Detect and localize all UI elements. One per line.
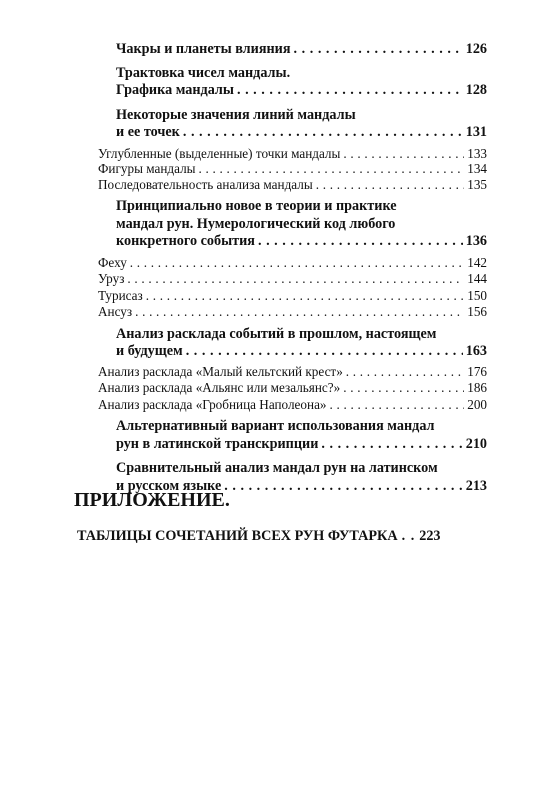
toc-entry-last-line	[98, 161, 487, 177]
toc-entry	[98, 380, 490, 396]
toc-entry-title: Фигуры мандалы	[98, 161, 196, 176]
toc-entry	[98, 41, 490, 59]
toc-entry-title: Углубленные (выделенные) точки мандалы	[98, 145, 341, 161]
toc-entry	[98, 198, 490, 251]
toc-entry-title: ТАБЛИЦЫ СОЧЕТАНИЙ ВСЕХ РУН ФУТАРКА	[77, 528, 398, 544]
toc-entry-page: 134	[467, 161, 487, 176]
toc-leader-dots	[186, 343, 463, 361]
toc-entry-title: Чакры и планеты влияния	[116, 41, 291, 57]
toc-entry	[98, 271, 490, 287]
toc-entry-title-line: Некоторые значения линий мандалы	[116, 106, 356, 123]
toc-leader-dots	[294, 41, 463, 59]
toc-leader-dots	[330, 397, 465, 413]
toc-leader-dots	[321, 436, 462, 454]
toc-entry-page: 128	[465, 82, 487, 98]
toc-entry-last-line	[116, 343, 487, 361]
toc-entry-title-line: Принципиально новое в теории и практике	[116, 198, 397, 214]
toc-entry	[98, 418, 490, 453]
toc-entry-last-line	[98, 304, 487, 320]
toc-leader-dots	[224, 478, 462, 496]
table-of-contents	[98, 41, 490, 495]
appendix-heading: ПРИЛОЖЕНИЕ.	[74, 489, 230, 511]
toc-entry-title: конкретного события	[116, 233, 255, 249]
toc-leader-dots	[237, 82, 463, 100]
toc-leader-dots: . .	[401, 528, 416, 544]
toc-entry-page: 136	[465, 233, 487, 249]
toc-entry-title-line: мандал рун. Нумерологический код любого	[116, 215, 396, 232]
toc-entry-page: 131	[465, 124, 487, 140]
toc-entry-page: 186	[467, 380, 487, 395]
toc-entry-title: Анализ расклада «Гробница Наполеона»	[98, 396, 327, 412]
toc-entry	[98, 65, 490, 100]
toc-leader-dots	[199, 161, 465, 177]
toc-leader-dots	[346, 364, 464, 380]
toc-entry-last-line	[98, 288, 487, 304]
toc-entry-title: Графика мандалы	[116, 82, 234, 98]
toc-entry-title: Анализ расклада «Альянс или мезальянс?»	[98, 380, 341, 395]
toc-entry-last-line	[116, 41, 487, 59]
toc-entry-title: Уруз	[98, 271, 125, 286]
toc-entry-page: 163	[465, 343, 487, 359]
toc-entry-page: 144	[467, 271, 487, 286]
toc-entry-title: Последовательность анализа мандалы	[98, 176, 313, 192]
toc-entry-page: 156	[467, 304, 487, 319]
toc-entry-title-line: Анализ расклада событий в прошлом, настоящем	[116, 325, 437, 342]
toc-entry	[98, 161, 490, 177]
toc-entry-last-line	[98, 397, 487, 413]
toc-leader-dots	[130, 255, 464, 271]
toc-entry-title: рун в латинской транскрипции	[116, 435, 319, 452]
toc-entry	[98, 177, 490, 193]
toc-entry-title: Феху	[98, 254, 127, 270]
toc-entry-title: и будущем	[116, 343, 183, 359]
toc-entry-page: 200	[467, 396, 487, 412]
toc-leader-dots	[183, 124, 463, 142]
toc-entry-last-line	[116, 233, 487, 251]
toc-entry-last-line	[98, 364, 487, 380]
toc-entry-last-line	[98, 271, 487, 287]
toc-entry-title-line: Сравнительный анализ мандал рун на латинском	[116, 460, 438, 476]
toc-entry-title-line: Альтернативный вариант использования мандал	[116, 418, 435, 434]
toc-entry	[98, 288, 490, 304]
toc-entry	[98, 146, 490, 162]
toc-entry-page: 213	[465, 477, 487, 494]
toc-leader-dots	[258, 233, 463, 251]
toc-entry	[98, 304, 490, 320]
toc-entry-appendix-tables	[77, 527, 490, 545]
toc-entry	[98, 364, 490, 380]
toc-entry	[98, 397, 490, 413]
toc-entry-title: и ее точек	[116, 124, 180, 140]
toc-entry	[98, 107, 490, 142]
toc-entry-page: 133	[467, 145, 487, 161]
toc-entry-title: Ансуз	[98, 304, 133, 319]
toc-entry-title: Турисаз	[98, 287, 143, 303]
toc-entry-title-line: Трактовка чисел мандалы.	[116, 64, 291, 81]
toc-entry	[98, 255, 490, 271]
toc-leader-dots	[146, 288, 464, 304]
toc-entry-title: и русском языке	[116, 477, 222, 494]
toc-leader-dots	[343, 146, 464, 162]
toc-entry-last-line	[98, 380, 487, 396]
toc-leader-dots	[135, 304, 464, 320]
toc-entry-last-line	[116, 124, 487, 142]
toc-entry-last-line	[98, 146, 487, 162]
toc-entry	[98, 326, 490, 361]
toc-entry-page: 126	[465, 41, 487, 57]
toc-entry-last-line	[98, 255, 487, 271]
toc-entry-page: 150	[467, 287, 487, 303]
toc-entry-page: 142	[467, 254, 487, 270]
toc-leader-dots	[316, 177, 465, 193]
toc-leader-dots	[343, 380, 464, 396]
toc-entry-page: 210	[465, 435, 487, 452]
toc-leader-dots	[127, 271, 464, 287]
toc-entry-last-line	[116, 436, 487, 454]
toc-entry-page: 223	[419, 528, 441, 544]
toc-entry-last-line	[116, 82, 487, 100]
toc-entry-last-line	[98, 177, 487, 193]
toc-entry-page: 176	[467, 363, 487, 379]
toc-entry-page: 135	[467, 176, 487, 192]
toc-entry-title: Анализ расклада «Малый кельтский крест»	[98, 363, 343, 379]
